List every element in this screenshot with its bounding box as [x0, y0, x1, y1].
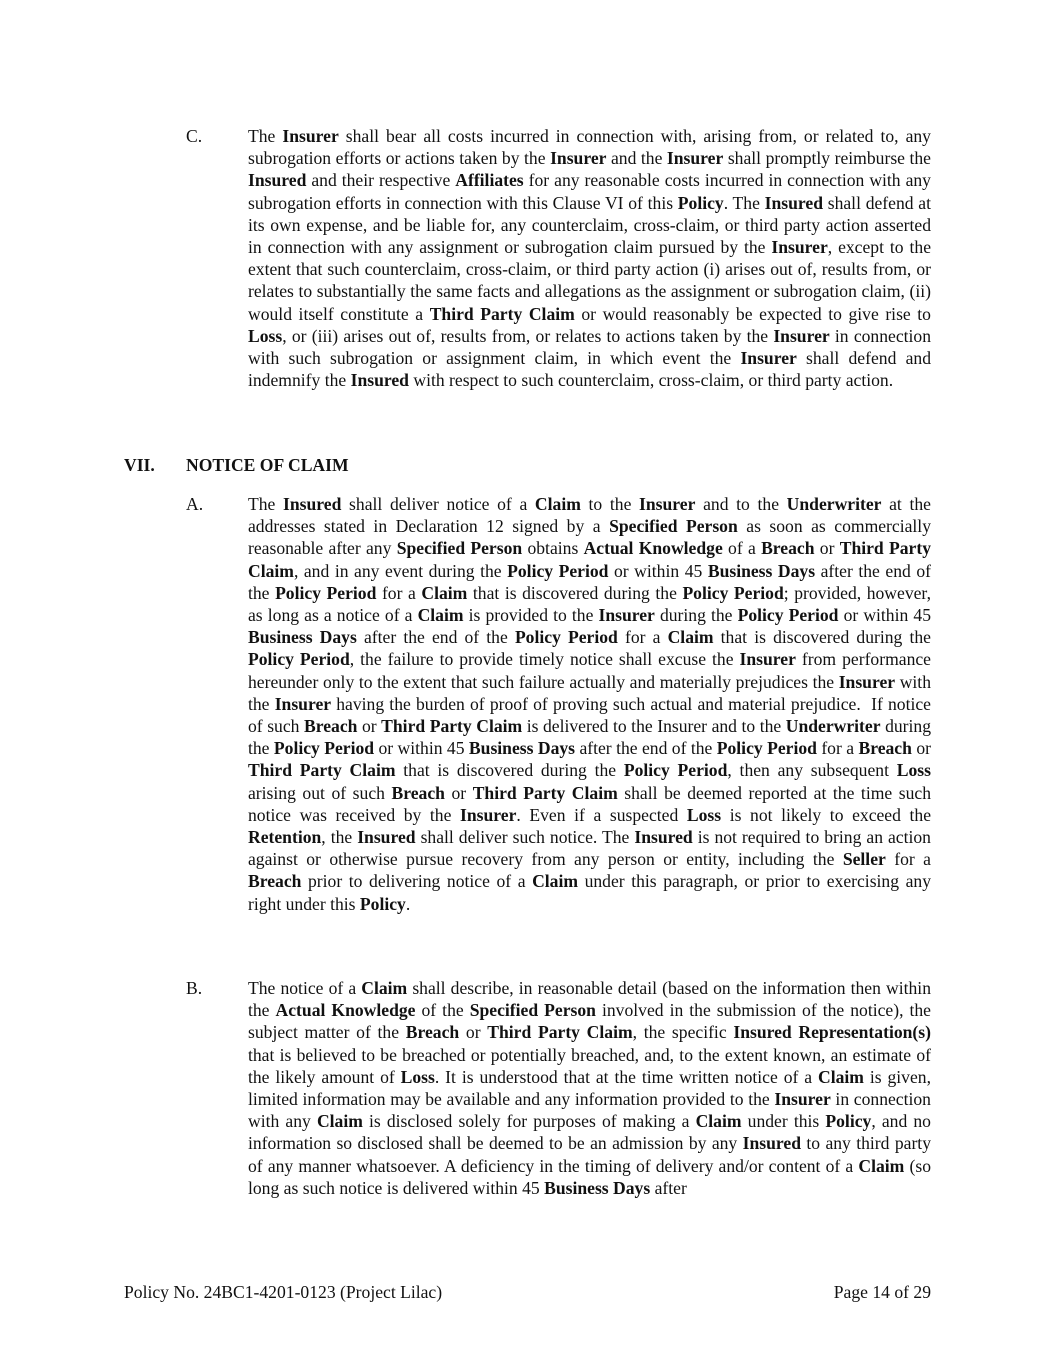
clause-b-marker: B. — [186, 978, 203, 998]
clause-c-text: The Insurer shall bear all costs incurred in connection with, arising from, or related to, any subrogation efforts or actions taken by the Insurer and the Insurer shall promptly reimburse the Insured and their respective Affiliates for any reasonable costs incurred in connection with any subrogation efforts in connection with this Clause VI of this Policy. The Insured shall defend at its own expense, and be liable for, any counterclaim, cross-claim, or third party action asserted in connection with any assignment or subrogation claim pursued by the Insurer, except to the extent that such counterclaim, cross-claim, or third party action (i) arises out of, results from, or relates to substantially the same facts and allegations as the assignment or subrogation claim, (ii) would itself constitute a Third Party Claim or would reasonably be expected to give rise to Loss, or (iii) arises out of, results from, or relates to actions taken by the Insurer in connection with such subrogation or assignment claim, in which event the Insurer shall defend and indemnify the Insured with respect to such counterclaim, cross-claim, or third party action. — [248, 126, 932, 391]
clause-a-marker: A. — [186, 494, 204, 514]
section-title: NOTICE OF CLAIM — [186, 455, 349, 475]
clause-b-text: The notice of a Claim shall describe, in reasonable detail (based on the information then within the Actual Knowledge of the Specified Person involved in the submission of the notice), the subject matter of the Breach or Third Party Claim, the specific Insured Representation(s) that is believed to be breached or potentially breached, and, to the extent known, an estimate of the likely amount of Loss. It is understood that at the time written notice of a Claim is given, limited information may be available and any information provided to the Insurer in connection with any Claim is disclosed solely for purposes of making a Claim under this Policy, and no information so disclosed shall be deemed to be an admission by any Insured to any third party of any manner whatsoever. A deficiency in the timing of delivery and/or content of a Claim (so long as such notice is delivered within 45 Business Days after — [248, 978, 931, 1198]
section-number: VII. — [124, 455, 155, 475]
clause-c-marker: C. — [186, 126, 203, 146]
footer-policy-number: Policy No. 24BC1-4201-0123 (Project Lilac) — [124, 1282, 443, 1302]
footer-page-number: Page 14 of 29 — [833, 1282, 931, 1302]
clause-a-text: The Insured shall deliver notice of a Claim to the Insurer and to the Underwriter at the addresses stated in Declaration 12 signed by a Specified Person as soon as commercially reasonable after any Specified Person obtains Actual Knowledge of a Breach or Third Party Claim, and in any event during the Policy Period or within 45 Business Days after the end of the Policy Period for a Claim that is discovered during the Policy Period; provided, however, as long as a notice of a Claim is provided to the Insurer during the Policy Period or within 45 Business Days after the end of the Policy Period for a Claim that is discovered during the Policy Period, the failure to provide timely notice shall excuse the Insurer from performance hereunder only to the extent that such failure actually and materially prejudices the Insurer with the Insurer having the burden of proof of proving such actual and material prejudice. If notice of such Breach or Third Party Claim is delivered to the Insurer and to the Underwriter during the Policy Period or within 45 Business Days after the end of the Policy Period for a Breach or Third Party Claim that is discovered during the Policy Period, then any subsequent Loss arising out of such Breach or Third Party Claim shall be deemed reported at the time such notice was received by the Insurer. Even if a suspected Loss is not likely to exceed the Retention, the Insured shall deliver such notice. The Insured is not required to bring an action against or otherwise pursue recovery from any person or entity, including the Seller for a Breach prior to delivering notice of a Claim under this paragraph, or prior to exercising any right under this Policy. — [248, 494, 932, 914]
